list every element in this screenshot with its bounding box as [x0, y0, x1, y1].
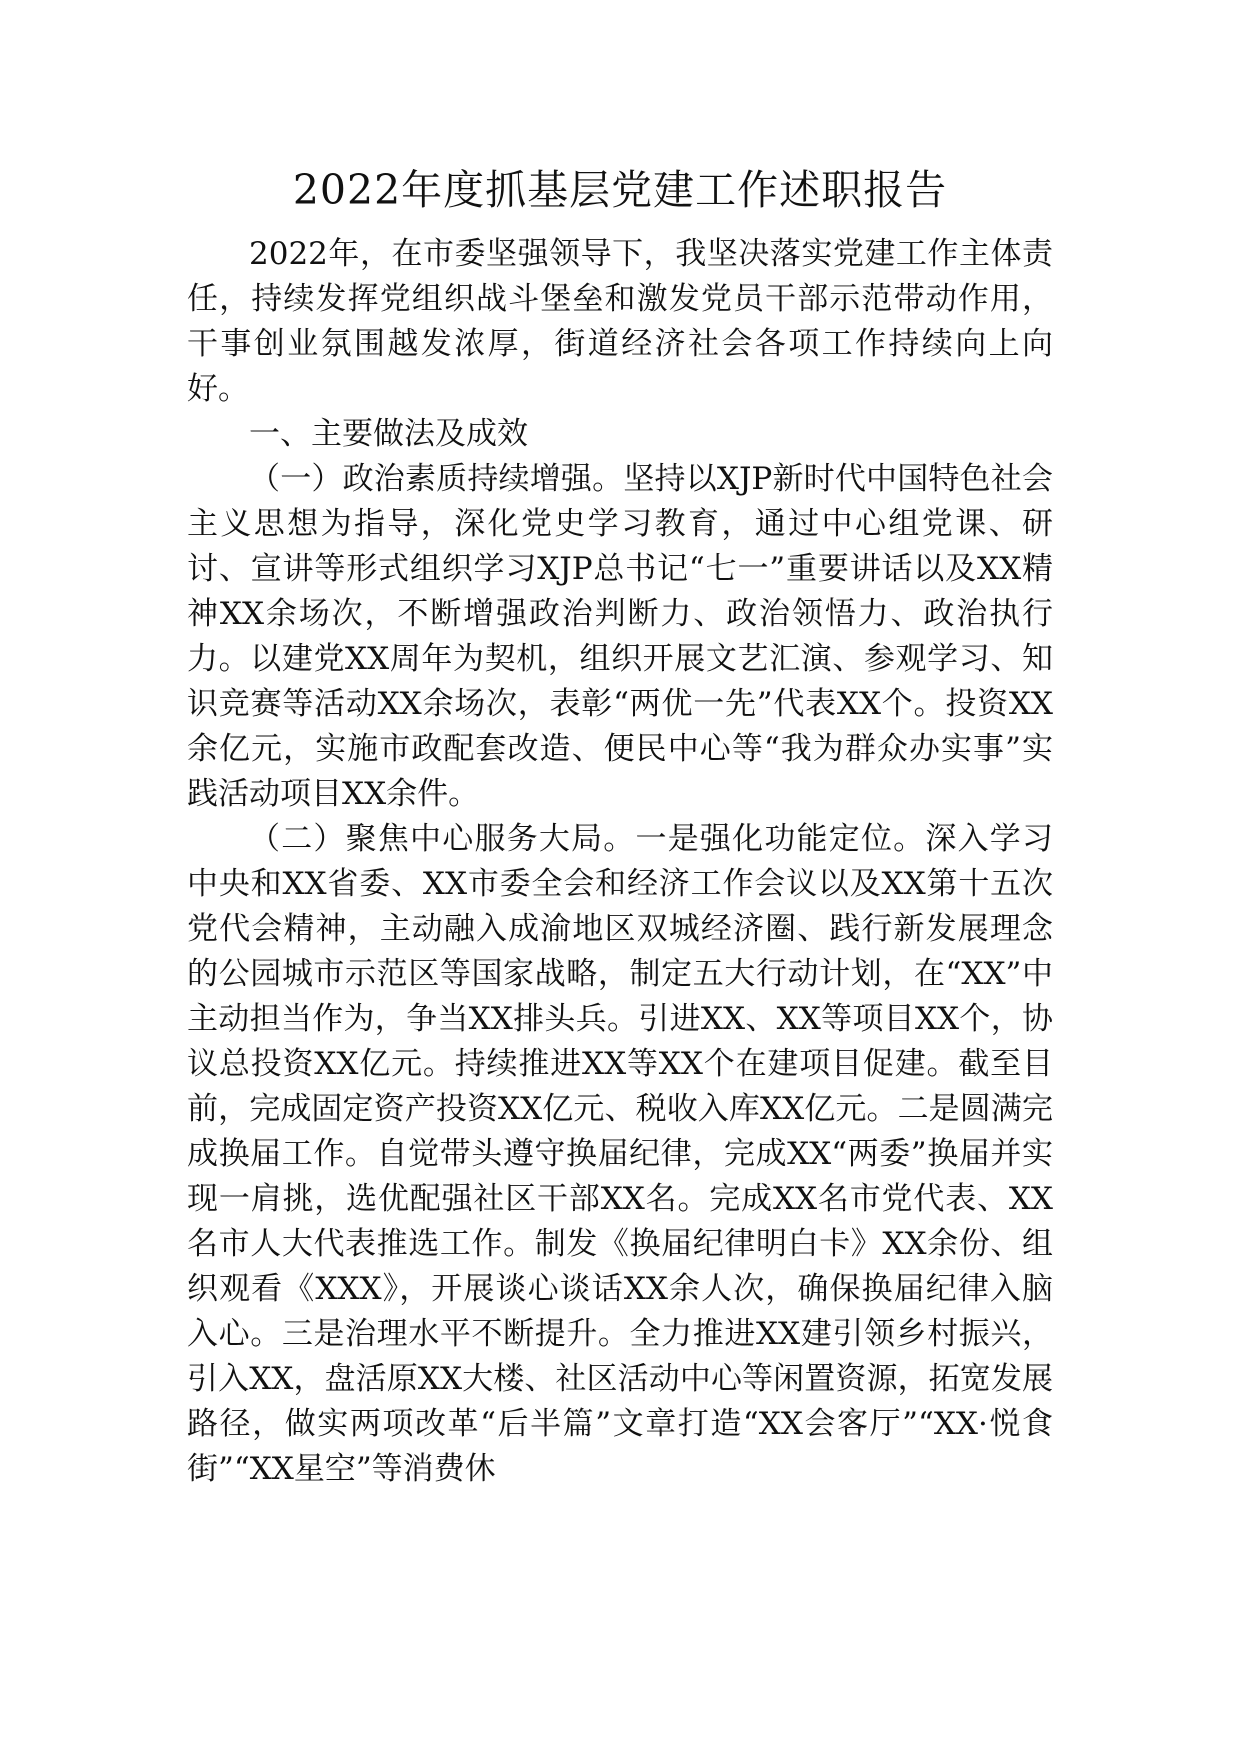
- document-title: 2022年度抓基层党建工作述职报告: [292, 166, 948, 214]
- section-heading: 一、主要做法及成效: [249, 416, 528, 452]
- document-body: [187, 160, 1053, 1492]
- paragraph-center-service: （二）聚焦中心服务大局。一是强化功能定位。深入学习中央和XX省委、XX市委全会和经济工作会议以及XX第十五次党代会精神，主动融入成渝地区双城经济圈、践行新发展理念的公园城市示范区等国家战略，制定五大行动计划，在“XX”中主动担当作为，争当XX排头兵。引进XX、XX等项目XX个，协议总投资XX亿元。持续推进XX等XX个在建项目促建。截至目前，完成固定资产投资XX亿元、税收入库XX亿元。二是圆满完成换届工作。自觉带头遵守换届纪律，完成XX“两委”换届并实现一肩挑，选优配强社区干部XX名。完成XX名市党代表、XX名市人大代表推选工作。制发《换届纪律明白卡》XX余份、组织观看《XXX》，开展谈心谈话XX余人次，确保换届纪律入脑入心。三是治理水平不断提升。全力推进XX建引领乡村振兴，引入XX，盘活原XX大楼、社区活动中心等闲置资源，拓宽发展路径，做实两项改革“后半篇”文章打造“XX会客厅”“XX·悦食街”“XX星空”等消费休: [187, 821, 1053, 1487]
- intro-paragraph: 2022年，在市委坚强领导下，我坚决落实党建工作主体责任，持续发挥党组织战斗堡垒和激发党员干部示范带动作用，干事创业氛围越发浓厚，街道经济社会各项工作持续向上向好。: [187, 236, 1053, 407]
- paragraph-political-quality: （一）政治素质持续增强。坚持以XJP新时代中国特色社会主义思想为指导，深化党史学习教育，通过中心组党课、研讨、宣讲等形式组织学习XJP总书记“七一”重要讲话以及XX精神XX余场次，不断增强政治判断力、政治领悟力、政治执行力。以建党XX周年为契机，组织开展文艺汇演、参观学习、知识竞赛等活动XX余场次，表彰“两优一先”代表XX个。投资XX余亿元，实施市政配套改造、便民中心等“我为群众办实事”实践活动项目XX余件。: [187, 461, 1053, 812]
